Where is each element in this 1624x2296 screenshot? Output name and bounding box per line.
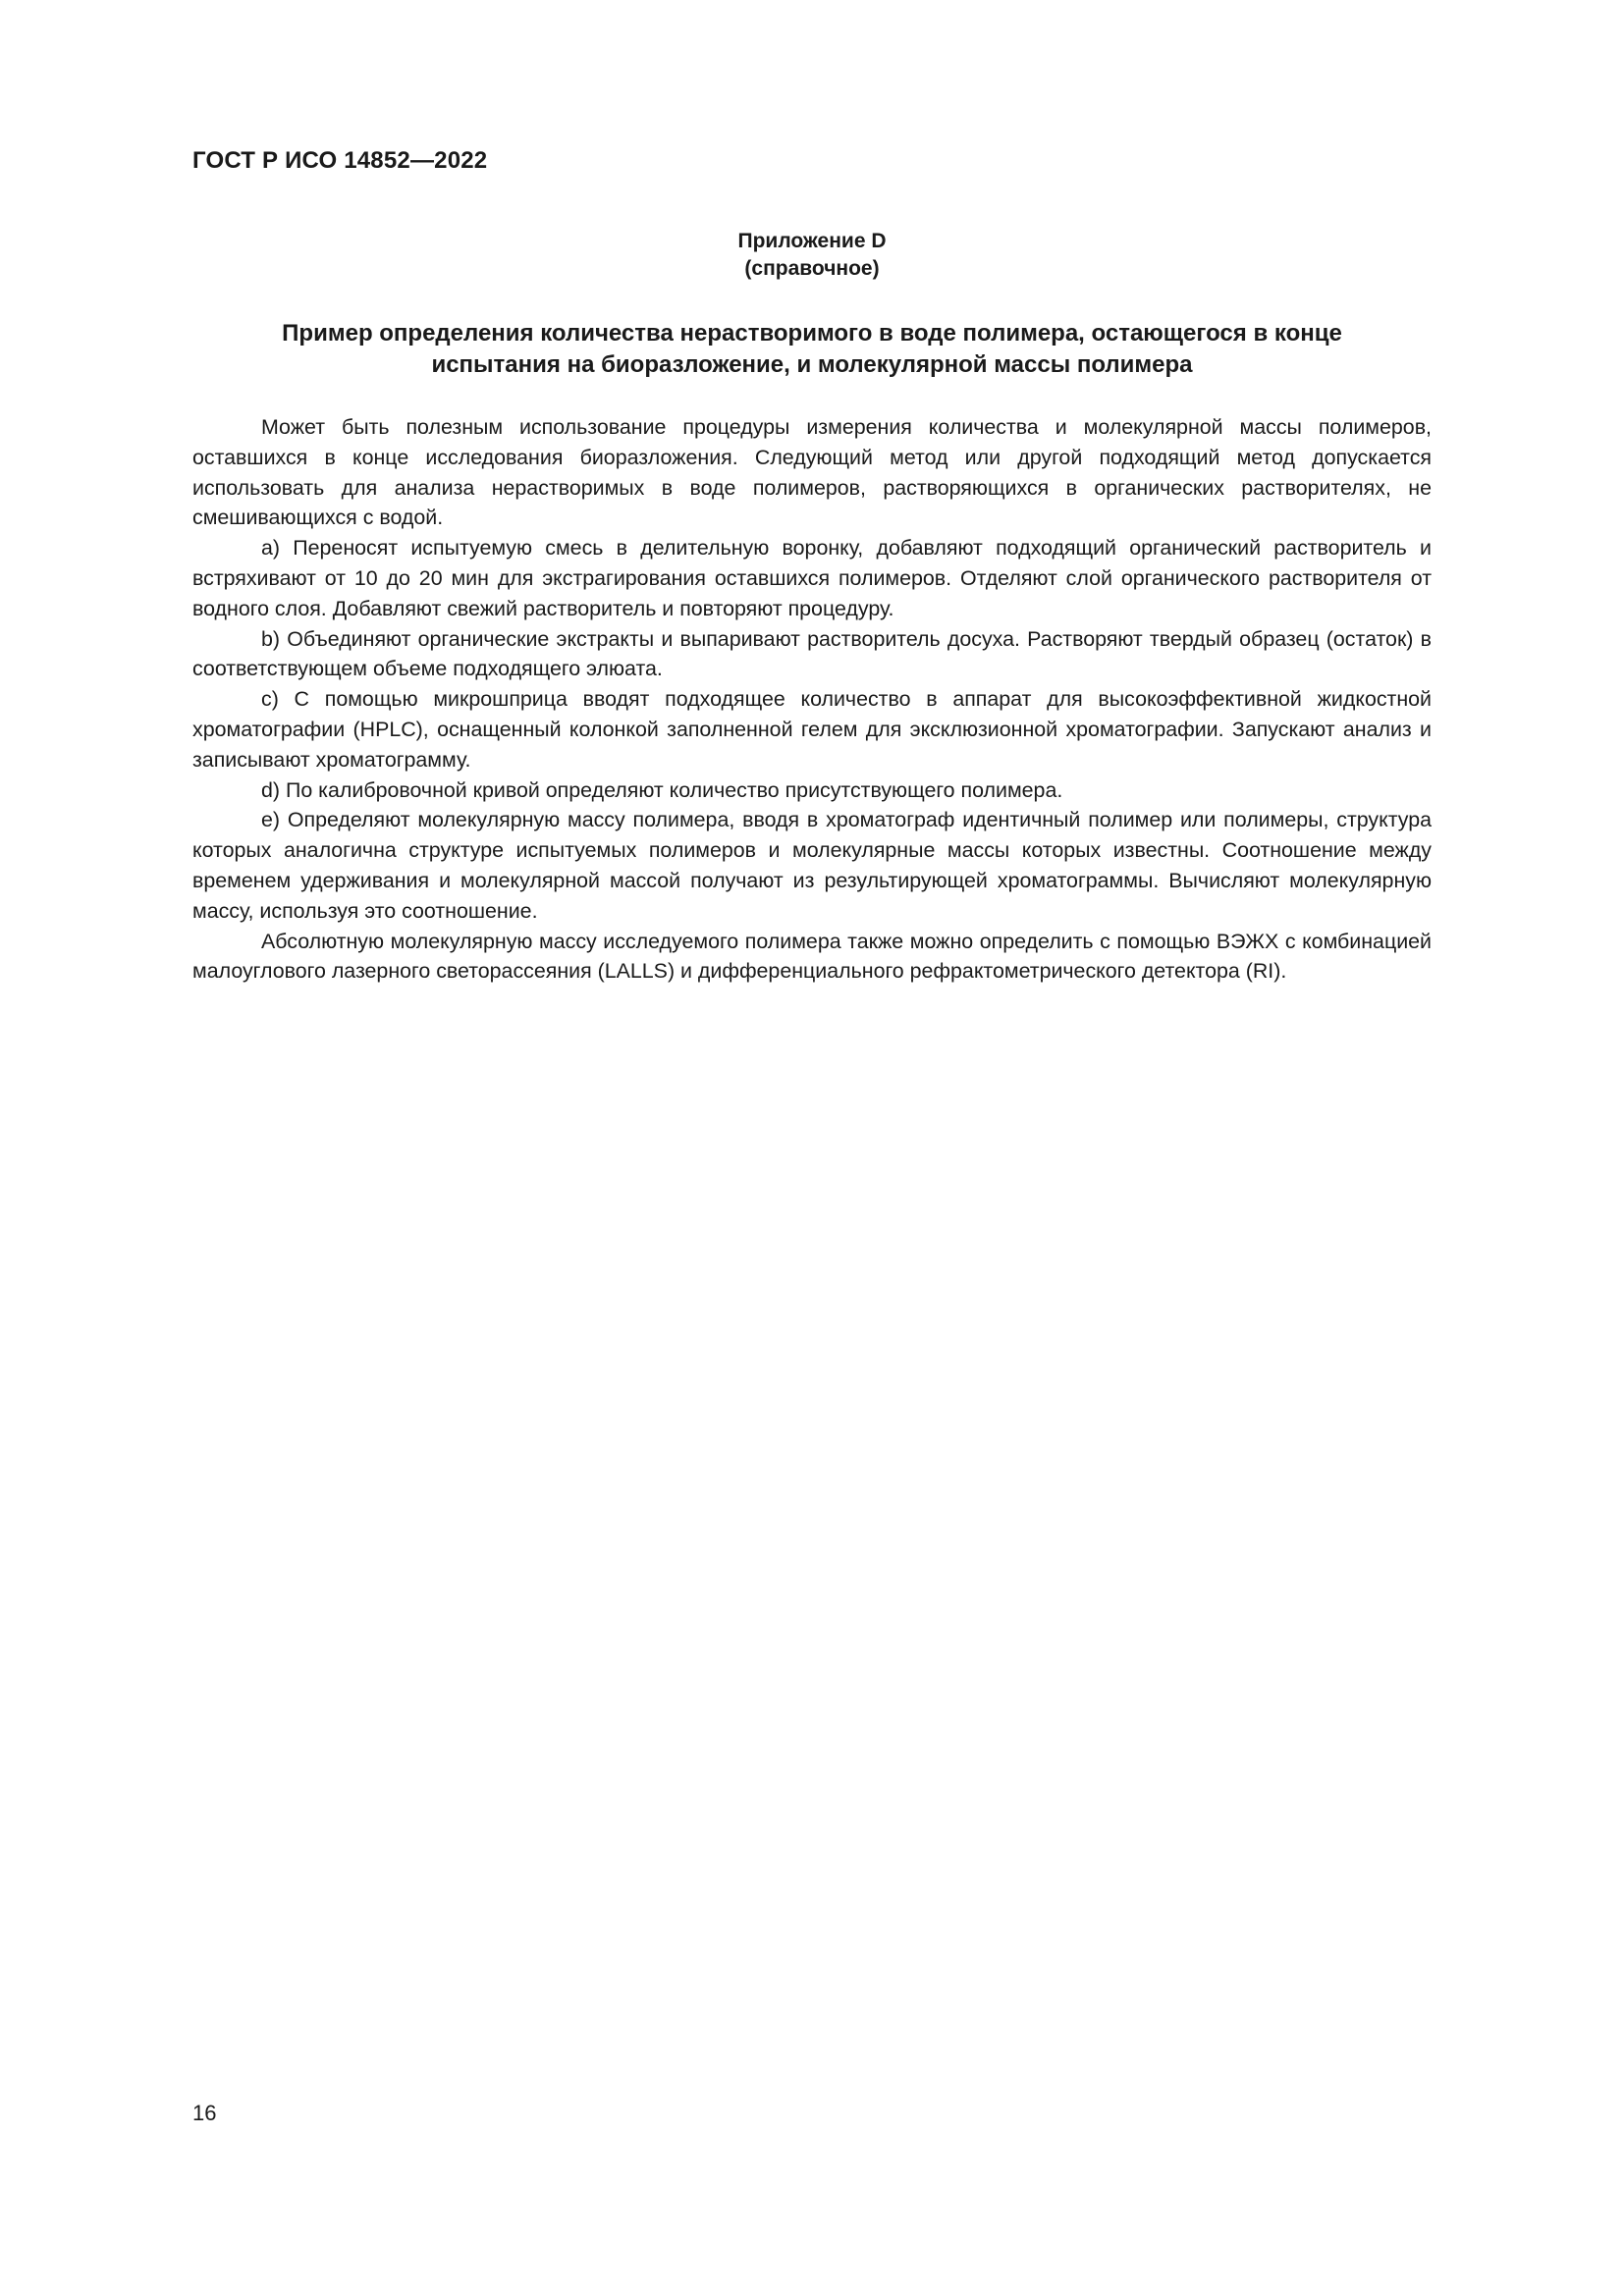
appendix-title-line-2: испытания на биоразложение, и молекулярной массы полимера (431, 351, 1193, 378)
paragraph-step-a: a) Переносят испытуемую смесь в делительную воронку, добавляют подходящий органический растворитель и встряхивают от 10 до 20 мин для экстрагирования оставшихся полимеров. Отделяют слой органического растворителя от водного слоя. Добавляют свежий растворитель и повторяют процедуру. (192, 536, 1432, 620)
paragraph-intro: Может быть полезным использование процедуры измерения количества и молекулярной массы полимеров, оставшихся в конце исследования биоразложения. Следующий метод или другой подходящий метод допускается использовать для анализа нерастворимых в воде полимеров, растворяющихся в органических растворителях, не смешивающихся с водой. (192, 415, 1432, 530)
paragraph-step-d: d) По калибровочной кривой определяют количество присутствующего полимера. (261, 777, 1063, 802)
paragraph-conclusion: Абсолютную молекулярную массу исследуемого полимера также можно определить с помощью ВЭЖХ с комбинацией малоуглового лазерного светорассеяния (LALLS) и дифференциального рефрактометрического детектора (RI). (192, 929, 1432, 984)
body-text (192, 412, 1432, 987)
appendix-label: Приложение D (737, 230, 887, 252)
paragraph-step-b: b) Объединяют органические экстракты и выпаривают растворитель досуха. Растворяют твердый образец (остаток) в соответствующем объеме подходящего элюата. (192, 626, 1432, 681)
appendix-title (216, 318, 1408, 381)
standard-code-header: ГОСТ Р ИСО 14852—2022 (192, 147, 488, 174)
paragraph-step-e: e) Определяют молекулярную массу полимера, вводя в хроматограф идентичный полимер или полимеры, структура которых аналогична структуре испытуемых полимеров и молекулярные массы которых известны. Соотношение между временем удерживания и молекулярной массой получают из результирующей хроматограммы. Вычисляют молекулярную массу, используя это соотношение. (192, 808, 1432, 923)
appendix-type: (справочное) (744, 257, 880, 280)
appendix-heading (192, 228, 1432, 283)
paragraph-step-c: c) С помощью микрошприца вводят подходящее количество в аппарат для высокоэффективной жидкостной хроматографии (HPLC), оснащенный колонкой заполненной гелем для эксклюзионной хроматографии. Запускают анализ и записывают хроматограмму. (192, 687, 1432, 772)
page-number: 16 (192, 2101, 217, 2125)
appendix-title-line-1: Пример определения количества нерастворимого в воде полимера, остающегося в конце (282, 320, 1342, 347)
